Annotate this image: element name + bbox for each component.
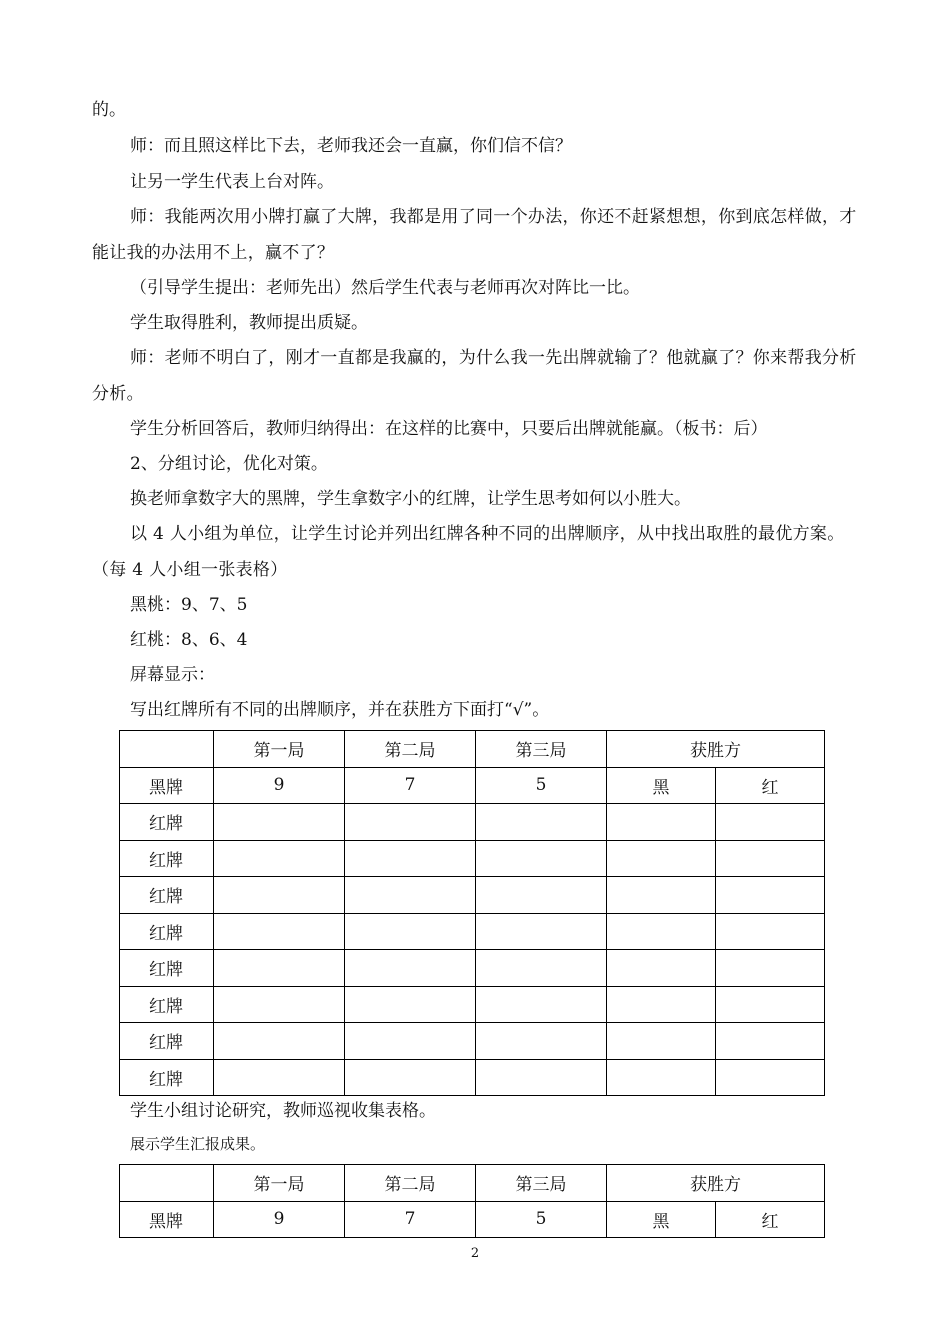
empty-cell (345, 986, 476, 1023)
row-label: 黑牌 (120, 767, 214, 804)
header-cell: 第三局 (476, 731, 607, 768)
empty-cell (476, 986, 607, 1023)
table-header-row (120, 1165, 825, 1202)
paragraph: 学生取得胜利，教师提出质疑。 (130, 313, 368, 333)
empty-cell (607, 877, 716, 914)
card-order-table (119, 730, 825, 1096)
empty-cell (607, 950, 716, 987)
empty-cell (716, 840, 825, 877)
table-row (120, 913, 825, 950)
header-cell: 获胜方 (607, 731, 825, 768)
empty-cell (476, 950, 607, 987)
empty-cell (607, 840, 716, 877)
paragraph: 屏幕显示： (130, 665, 215, 685)
table-row (120, 840, 825, 877)
table-cell: 黑 (607, 1201, 716, 1238)
paragraph: 写出红牌所有不同的出牌顺序，并在获胜方下面打“√”。 (130, 700, 550, 720)
paragraph: 展示学生汇报成果。 (130, 1135, 266, 1153)
row-label: 红牌 (120, 840, 214, 877)
empty-cell (345, 950, 476, 987)
paragraph: 换老师拿数字大的黑牌，学生拿数字小的红牌，让学生思考如何以小胜大。 (130, 489, 691, 509)
empty-cell (345, 1059, 476, 1096)
empty-cell (214, 1059, 345, 1096)
corner-cell (120, 1165, 214, 1202)
empty-cell (716, 986, 825, 1023)
empty-cell (345, 877, 476, 914)
empty-cell (214, 1023, 345, 1060)
page-number: 2 (470, 1246, 480, 1261)
paragraph: 学生小组讨论研究，教师巡视收集表格。 (130, 1101, 436, 1121)
row-label: 红牌 (120, 986, 214, 1023)
empty-cell (476, 1059, 607, 1096)
empty-cell (476, 1023, 607, 1060)
table-row (120, 986, 825, 1023)
row-label: 红牌 (120, 877, 214, 914)
empty-cell (214, 950, 345, 987)
table-cell: 5 (476, 1201, 607, 1238)
header-cell: 第二局 (345, 731, 476, 768)
table-row (120, 804, 825, 841)
empty-cell (607, 1059, 716, 1096)
paragraph: 黑桃：9、7、5 (130, 595, 248, 615)
table-cell: 黑 (607, 767, 716, 804)
paragraph: 师：而且照这样比下去，老师我还会一直赢，你们信不信？ (130, 136, 572, 156)
paragraph: 红桃：8、6、4 (130, 630, 248, 650)
paragraph: 师：老师不明白了，刚才一直都是我赢的，为什么我一先出牌就输了？他就赢了？你来帮我分析分析。 (92, 348, 857, 404)
paragraph: 以 4 人小组为单位，让学生讨论并列出红牌各种不同的出牌顺序，从中找出取胜的最优方案。（每 4 人小组一张表格） (92, 524, 845, 580)
row-label: 红牌 (120, 1023, 214, 1060)
empty-cell (214, 986, 345, 1023)
table-cell: 9 (214, 767, 345, 804)
table-header-row (120, 731, 825, 768)
table-cell: 5 (476, 767, 607, 804)
empty-cell (214, 804, 345, 841)
table-cell: 红 (716, 767, 825, 804)
row-label: 红牌 (120, 950, 214, 987)
empty-cell (345, 804, 476, 841)
row-label: 红牌 (120, 913, 214, 950)
empty-cell (214, 877, 345, 914)
paragraph: 学生分析回答后，教师归纳得出：在这样的比赛中，只要后出牌就能赢。（板书：后） (130, 419, 768, 439)
row-label: 黑牌 (120, 1201, 214, 1238)
corner-cell (120, 731, 214, 768)
paragraph: 的。 (92, 100, 126, 120)
header-cell: 第三局 (476, 1165, 607, 1202)
table-row (120, 1201, 825, 1238)
header-cell: 获胜方 (607, 1165, 825, 1202)
header-cell: 第一局 (214, 1165, 345, 1202)
empty-cell (476, 913, 607, 950)
empty-cell (345, 913, 476, 950)
empty-cell (607, 804, 716, 841)
table-row (120, 767, 825, 804)
empty-cell (716, 950, 825, 987)
table-cell: 9 (214, 1201, 345, 1238)
row-label: 红牌 (120, 1059, 214, 1096)
empty-cell (345, 1023, 476, 1060)
paragraph: 师：我能两次用小牌打赢了大牌，我都是用了同一个办法，你还不赶紧想想，你到底怎样做，才能让我的办法用不上，赢不了？ (92, 207, 857, 263)
header-cell: 第一局 (214, 731, 345, 768)
table-row (120, 877, 825, 914)
empty-cell (607, 1023, 716, 1060)
empty-cell (716, 1023, 825, 1060)
empty-cell (716, 877, 825, 914)
table-row (120, 950, 825, 987)
empty-cell (476, 877, 607, 914)
empty-cell (476, 804, 607, 841)
row-label: 红牌 (120, 804, 214, 841)
header-cell: 第二局 (345, 1165, 476, 1202)
table-cell: 7 (345, 1201, 476, 1238)
table-row (120, 1023, 825, 1060)
paragraph: （引导学生提出：老师先出）然后学生代表与老师再次对阵比一比。 (130, 278, 640, 298)
table-row (120, 1059, 825, 1096)
paragraph: 让另一学生代表上台对阵。 (130, 172, 334, 192)
empty-cell (214, 913, 345, 950)
empty-cell (716, 1059, 825, 1096)
empty-cell (716, 913, 825, 950)
empty-cell (345, 840, 476, 877)
empty-cell (214, 840, 345, 877)
empty-cell (476, 840, 607, 877)
result-table (119, 1164, 825, 1238)
table-cell: 7 (345, 767, 476, 804)
section-heading: 2、分组讨论，优化对策。 (130, 454, 328, 474)
empty-cell (607, 986, 716, 1023)
empty-cell (716, 804, 825, 841)
table-cell: 红 (716, 1201, 825, 1238)
empty-cell (607, 913, 716, 950)
